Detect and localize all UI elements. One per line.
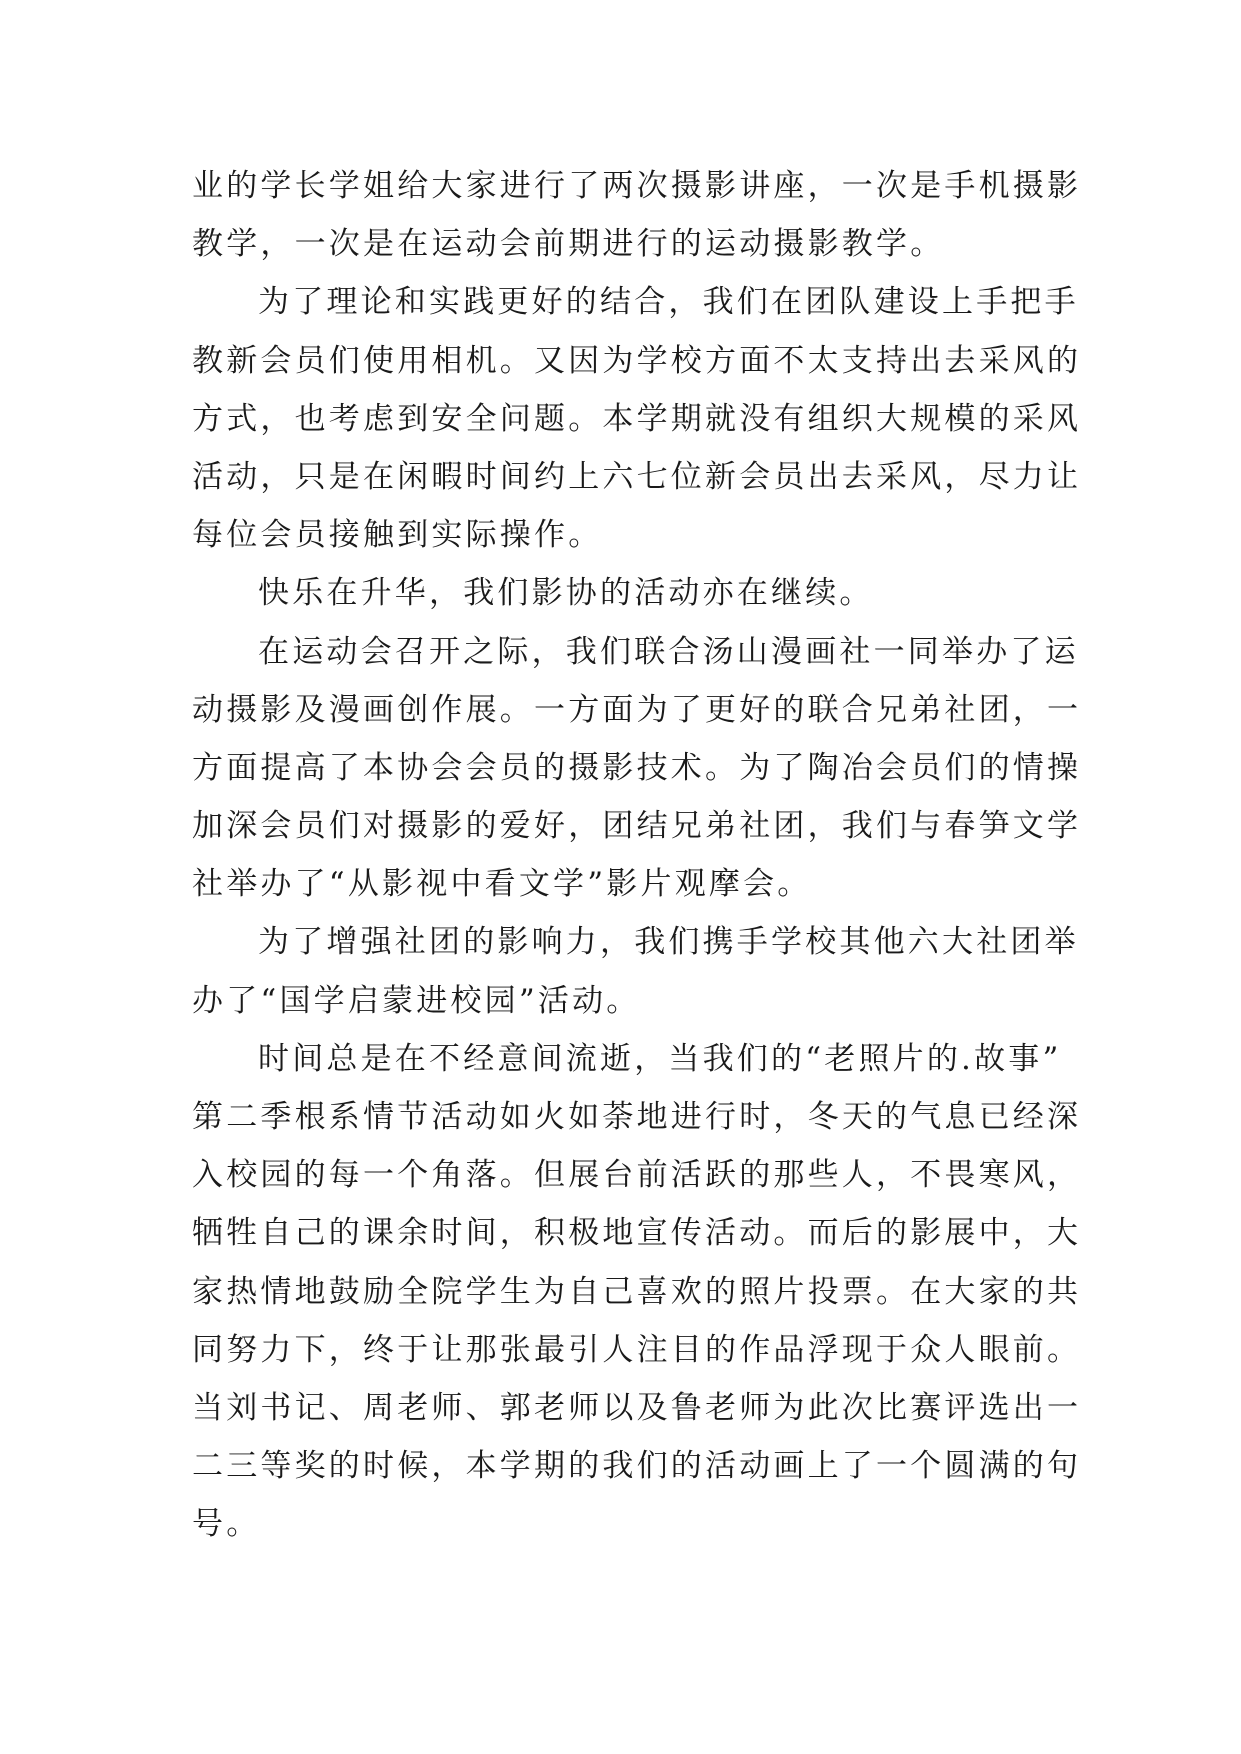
text-line: 活动，只是在闲暇时间约上六七位新会员出去采风，尽力让 bbox=[192, 458, 1082, 495]
text-line: 加深会员们对摄影的爱好，团结兄弟社团，我们与春笋文学 bbox=[192, 808, 1082, 845]
text-line: 家热情地鼓励全院学生为自己喜欢的照片投票。在大家的共 bbox=[192, 1273, 1082, 1310]
text-line: 入校园的每一个角落。但展台前活跃的那些人，不畏寒风， bbox=[192, 1157, 1082, 1194]
paragraph-first-line: 为了理论和实践更好的结合，我们在团队建设上手把手 bbox=[258, 284, 1079, 321]
paragraph-first-line: 时间总是在不经意间流逝，当我们的“老照片的.故事” bbox=[258, 1040, 1062, 1077]
text-line: 二三等奖的时候，本学期的我们的活动画上了一个圆满的句 bbox=[192, 1448, 1082, 1485]
text-line: 同努力下，终于让那张最引人注目的作品浮现于众人眼前。 bbox=[192, 1331, 1082, 1368]
text-line: 牺牲自己的课余时间，积极地宣传活动。而后的影展中，大 bbox=[192, 1215, 1082, 1252]
text-line: 教新会员们使用相机。又因为学校方面不太支持出去采风的 bbox=[192, 342, 1082, 379]
text-line: 方式，也考虑到安全问题。本学期就没有组织大规模的采风 bbox=[192, 400, 1082, 437]
text-line: 每位会员接触到实际操作。 bbox=[192, 517, 603, 554]
text-line: 号。 bbox=[192, 1506, 261, 1543]
paragraph-first-line: 为了增强社团的影响力，我们携手学校其他六大社团举 bbox=[258, 924, 1079, 961]
text-line: 方面提高了本协会会员的摄影技术。为了陶冶会员们的情操 bbox=[192, 749, 1082, 786]
text-line: 第二季根系情节活动如火如荼地进行时，冬天的气息已经深 bbox=[192, 1099, 1082, 1135]
text-line: 当刘书记、周老师、郭老师以及鲁老师为此次比赛评选出一 bbox=[192, 1389, 1082, 1426]
text-line: 社举办了“从影视中看文学”影片观摩会。 bbox=[192, 866, 812, 903]
document-body bbox=[192, 157, 1082, 1554]
paragraph-first-line: 在运动会召开之际，我们联合汤山漫画社一同举办了运 bbox=[258, 633, 1079, 670]
text-line: 业的学长学姐给大家进行了两次摄影讲座，一次是手机摄影 bbox=[192, 168, 1082, 204]
text-line: 动摄影及漫画创作展。一方面为了更好的联合兄弟社团，一 bbox=[192, 691, 1082, 728]
paragraph-first-line: 快乐在升华，我们影协的活动亦在继续。 bbox=[258, 575, 874, 612]
text-line: 教学，一次是在运动会前期进行的运动摄影教学。 bbox=[192, 226, 945, 263]
text-line: 办了“国学启蒙进校园”活动。 bbox=[192, 982, 641, 1019]
